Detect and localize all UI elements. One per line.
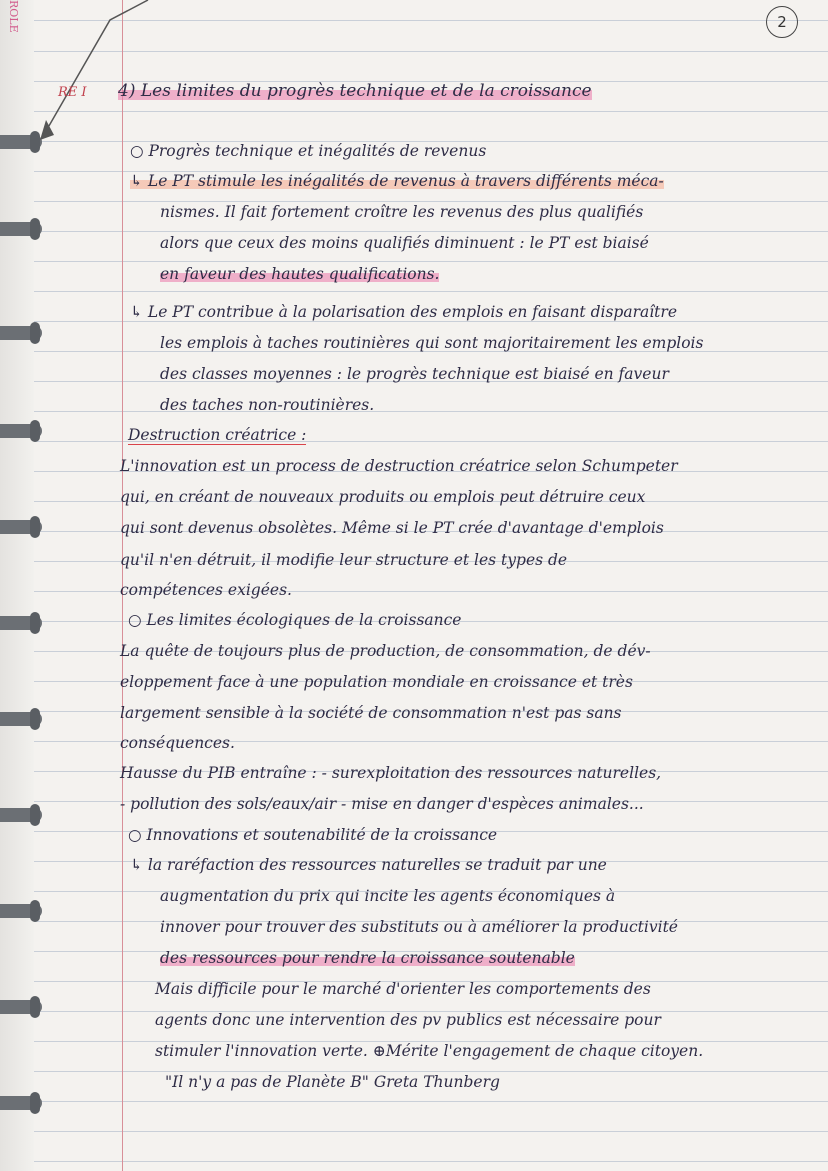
note-line-text: "Il n'y a pas de Planète B" Greta Thunberg <box>165 1073 500 1091</box>
note-line <box>120 793 644 815</box>
note-line-text: Hausse du PIB entraîne : - surexploitation des ressources naturelles, <box>120 764 662 782</box>
note-line-text: ○ Progrès technique et inégalités de revenus <box>130 142 487 160</box>
binder-ring <box>0 520 42 534</box>
note-line <box>128 424 306 446</box>
binder-ring <box>0 222 42 236</box>
note-line <box>120 671 633 693</box>
binder-ring <box>0 808 42 822</box>
heading-text: 4) Les limites du progrès technique et de la croissance <box>118 81 592 101</box>
note-line <box>120 640 651 662</box>
notebook-spine <box>0 0 34 1171</box>
note-line-text: des taches non-routinières. <box>160 396 375 414</box>
binder-ring <box>0 135 42 149</box>
binder-ring <box>0 1000 42 1014</box>
note-line <box>130 170 664 192</box>
note-line <box>160 916 678 938</box>
note-line-text: stimuler l'innovation verte. ⊕Mérite l'engagement de chaque citoyen. <box>155 1042 704 1060</box>
note-line <box>120 702 622 724</box>
note-line-text: nismes. Il fait fortement croître les revenus des plus qualifiés <box>160 203 644 221</box>
note-line <box>128 609 461 631</box>
binder-ring <box>0 616 42 630</box>
binder-ring <box>0 712 42 726</box>
note-line-text: innover pour trouver des substituts ou à améliorer la productivité <box>160 918 678 936</box>
note-line-text: qui sont devenus obsolètes. Même si le PT crée d'avantage d'emplois <box>120 519 664 537</box>
note-line <box>165 1071 500 1093</box>
note-line-text: L'innovation est un process de destruction créatrice selon Schumpeter <box>120 457 678 475</box>
note-line <box>160 201 643 223</box>
note-line-text: La quête de toujours plus de production, de consommation, de dév- <box>120 642 651 660</box>
note-line-text: conséquences. <box>120 734 235 752</box>
note-line <box>128 824 497 846</box>
binder-ring <box>0 424 42 438</box>
binder-ring <box>0 1096 42 1110</box>
note-line <box>120 762 661 784</box>
note-line-text: compétences exigées. <box>120 581 292 599</box>
note-line-text: ↳ la raréfaction des ressources naturelles se traduit par une <box>130 856 607 874</box>
note-line-text: Destruction créatrice : <box>128 426 307 444</box>
note-line <box>120 455 678 477</box>
note-line <box>120 732 235 754</box>
note-line <box>155 1040 703 1062</box>
note-line <box>160 332 703 354</box>
note-line-text: - pollution des sols/eaux/air - mise en danger d'espèces animales... <box>120 795 644 813</box>
note-line <box>120 486 645 508</box>
note-line <box>120 549 567 571</box>
note-line-text: Mais difficile pour le marché d'orienter les comportements des <box>155 980 651 998</box>
note-line <box>130 854 607 876</box>
note-line-text: qu'il n'en détruit, il modifie leur structure et les types de <box>120 551 568 569</box>
page-fold <box>40 0 150 140</box>
binder-ring <box>0 326 42 340</box>
note-line-text: les emplois à taches routinières qui sont majoritairement les emplois <box>160 334 704 352</box>
note-line-text: des ressources pour rendre la croissance soutenable <box>160 949 575 967</box>
note-line-text: ↳ Le PT contribue à la polarisation des emplois en faisant disparaître <box>130 303 677 321</box>
note-line-text: ○ Innovations et soutenabilité de la croissance <box>128 826 498 844</box>
note-line <box>155 978 651 1000</box>
note-line-text: ↳ Le PT stimule les inégalités de revenus à travers différents méca- <box>130 172 664 190</box>
binder-ring <box>0 904 42 918</box>
note-line-text: des classes moyennes : le progrès technique est biaisé en faveur <box>160 365 669 383</box>
note-line <box>160 263 439 285</box>
note-line <box>120 579 292 601</box>
note-line-text: augmentation du prix qui incite les agents économiques à <box>160 887 616 905</box>
note-line-text: agents donc une intervention des pv publics est nécessaire pour <box>155 1011 661 1029</box>
note-line <box>160 947 575 969</box>
note-line-text: en faveur des hautes qualifications. <box>160 265 440 283</box>
note-line <box>130 140 486 162</box>
note-line-text: qui, en créant de nouveaux produits ou emplois peut détruire ceux <box>120 488 646 506</box>
note-line <box>160 394 374 416</box>
page-number: 2 <box>766 6 798 38</box>
note-line <box>160 232 649 254</box>
note-line <box>120 517 664 539</box>
note-line <box>155 1009 661 1031</box>
note-line-text: eloppement face à une population mondiale en croissance et très <box>120 673 633 691</box>
note-line <box>160 363 669 385</box>
note-line <box>160 885 615 907</box>
corner-label: ROLE <box>7 0 20 33</box>
note-line-text: ○ Les limites écologiques de la croissance <box>128 611 462 629</box>
margin-label: RE I <box>58 85 87 100</box>
section-heading <box>118 80 592 102</box>
note-line-text: alors que ceux des moins qualifiés diminuent : le PT est biaisé <box>160 234 649 252</box>
note-line-text: largement sensible à la société de consommation n'est pas sans <box>120 704 622 722</box>
note-line <box>130 301 677 323</box>
